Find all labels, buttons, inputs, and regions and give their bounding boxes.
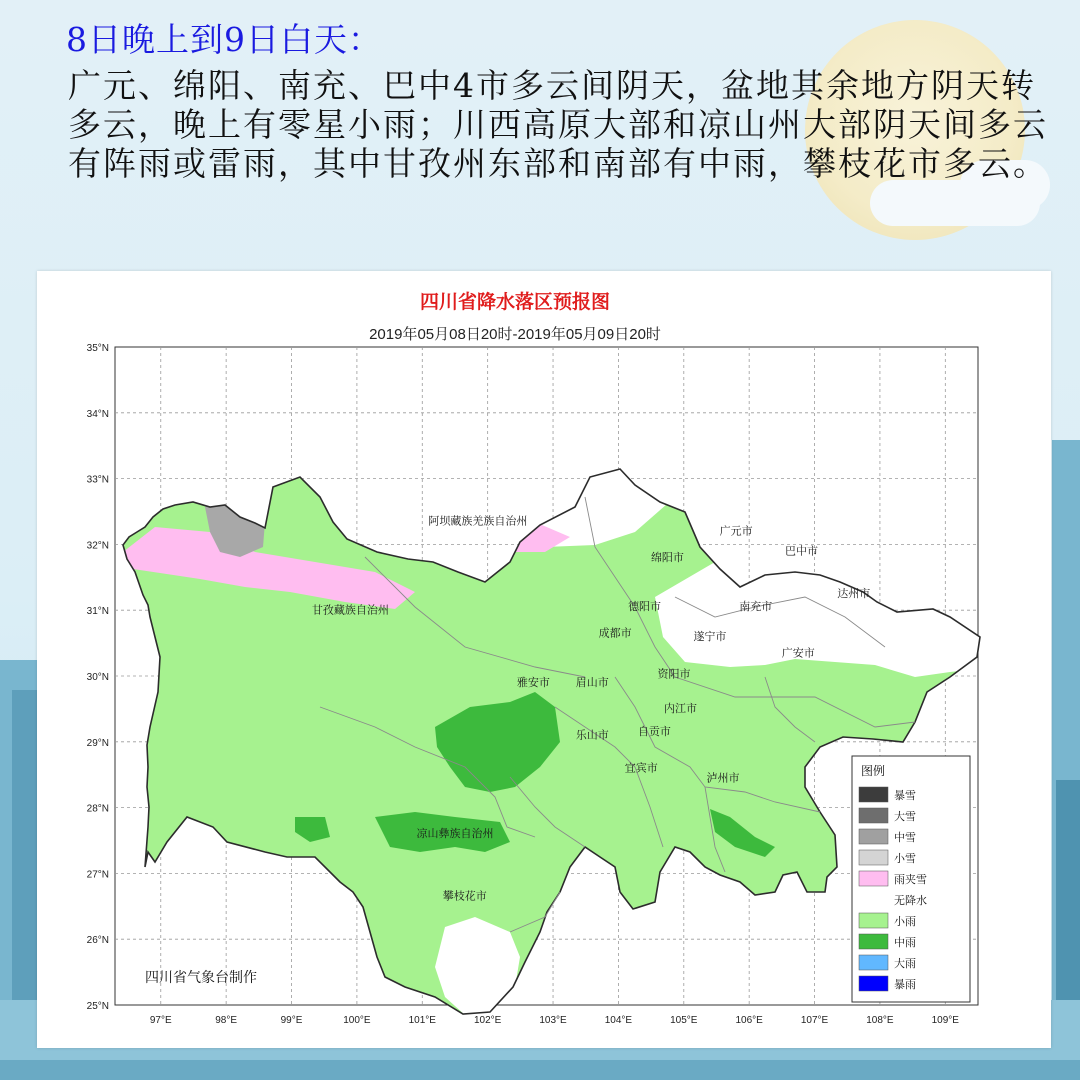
- longitude-tick-label: 108°E: [866, 1015, 894, 1026]
- map-subtitle: 2019年05月08日20时-2019年05月09日20时: [369, 326, 661, 343]
- latitude-tick-label: 26°N: [86, 935, 109, 947]
- longitude-tick-label: 98°E: [215, 1015, 238, 1026]
- place-label: 遂宁市: [693, 630, 727, 643]
- latitude-tick-label: 30°N: [86, 672, 109, 683]
- latitude-tick-label: 34°N: [86, 408, 109, 420]
- longitude-tick-label: 100°E: [343, 1015, 371, 1026]
- legend-label: 小雨: [894, 916, 916, 928]
- latitude-tick-label: 32°N: [86, 540, 109, 552]
- forecast-heading: 8日晚上到9日白天：: [66, 20, 382, 59]
- longitude-tick-label: 97°E: [149, 1015, 172, 1026]
- legend-swatch: [859, 892, 888, 907]
- place-label: 眉山市: [575, 676, 609, 689]
- legend-swatch: [859, 955, 888, 970]
- legend-swatch: [859, 808, 888, 823]
- longitude-tick-label: 109°E: [931, 1015, 959, 1026]
- precipitation-map-card: [37, 271, 1051, 1048]
- legend-swatch: [859, 850, 888, 865]
- legend-label: 暴雨: [894, 979, 916, 991]
- latitude-tick-label: 29°N: [86, 737, 109, 749]
- map-title: 四川省降水落区预报图: [419, 292, 611, 313]
- place-label: 广安市: [781, 647, 815, 660]
- place-label: 南充市: [739, 601, 773, 614]
- place-label: 成都市: [598, 627, 632, 640]
- latitude-tick-label: 31°N: [86, 606, 109, 618]
- place-label: 资阳市: [657, 668, 691, 681]
- place-label: 泸州市: [706, 772, 740, 785]
- place-label: 乐山市: [575, 729, 609, 742]
- latitude-tick-label: 27°N: [86, 869, 109, 881]
- legend-swatch: [859, 829, 888, 844]
- longitude-tick-label: 105°E: [670, 1015, 698, 1026]
- longitude-axis: [150, 1015, 959, 1026]
- legend-swatch: [859, 934, 888, 949]
- longitude-tick-label: 99°E: [280, 1015, 303, 1026]
- place-label: 达州市: [837, 588, 871, 601]
- longitude-tick-label: 107°E: [800, 1015, 829, 1026]
- legend-label: 中雪: [894, 832, 916, 844]
- legend-label: 中雨: [894, 937, 916, 949]
- latitude-tick-label: 28°N: [86, 803, 109, 815]
- legend-swatch: [859, 871, 888, 886]
- place-label: 攀枝花市: [442, 890, 487, 903]
- latitude-tick-label: 33°N: [86, 474, 109, 486]
- place-label: 广元市: [719, 525, 753, 538]
- place-label: 巴中市: [784, 545, 818, 558]
- place-label: 甘孜藏族自治州: [311, 604, 389, 617]
- legend-swatch: [859, 976, 888, 991]
- place-label: 内江市: [664, 703, 698, 716]
- longitude-tick-label: 104°E: [604, 1015, 633, 1026]
- precipitation-map: [37, 271, 1051, 1048]
- longitude-tick-label: 101°E: [408, 1015, 436, 1026]
- latitude-tick-label: 35°N: [86, 343, 109, 354]
- latitude-axis: [87, 343, 109, 1012]
- place-label: 宜宾市: [624, 762, 658, 775]
- legend: [852, 756, 970, 1002]
- place-label: 雅安市: [516, 676, 550, 689]
- longitude-tick-label: 106°E: [735, 1015, 763, 1026]
- legend-label: 暴雪: [894, 790, 916, 802]
- map-credit: 四川省气象台制作: [145, 969, 257, 985]
- place-label: 自贡市: [637, 726, 671, 739]
- legend-label: 大雪: [894, 811, 916, 823]
- legend-swatch: [859, 913, 888, 928]
- longitude-tick-label: 103°E: [539, 1015, 567, 1026]
- legend-title: 图例: [861, 764, 886, 778]
- place-label: 凉山彝族自治州: [416, 828, 494, 841]
- latitude-tick-label: 25°N: [86, 1001, 109, 1012]
- longitude-tick-label: 102°E: [473, 1015, 502, 1026]
- forecast-description: 广元、绵阳、南充、巴中4市多云间阴天，盆地其余地方阴天转多云，晚上有零星小雨；川西高原大部和凉山州大部阴天间多云有阵雨或雷雨，其中甘孜州东部和南部有中雨，攀枝花市多云。: [68, 66, 1048, 183]
- legend-label: 大雨: [894, 958, 916, 970]
- legend-label: 雨夹雪: [894, 874, 927, 886]
- legend-swatch: [859, 787, 888, 802]
- legend-label: 小雪: [894, 853, 916, 865]
- place-label: 绵阳市: [650, 551, 684, 564]
- place-label: 阿坝藏族羌族自治州: [428, 515, 528, 528]
- legend-label: 无降水: [894, 895, 927, 907]
- place-label: 德阳市: [628, 601, 662, 614]
